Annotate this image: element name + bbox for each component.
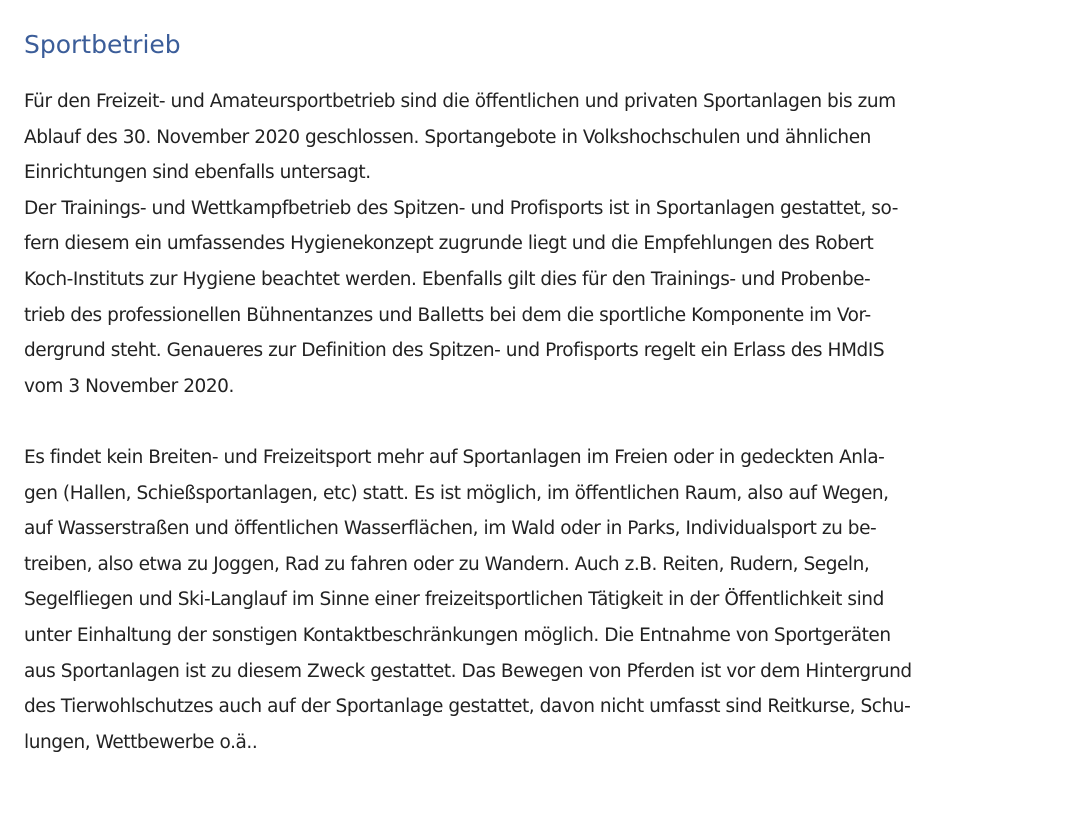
text-line: gen (Hallen, Schießsportanlagen, etc) statt. Es ist möglich, im öffentlichen Raum, also auf Wegen, bbox=[24, 482, 889, 504]
paragraph-outdoor-sport bbox=[24, 440, 1050, 760]
text-line: Koch-Instituts zur Hygiene beachtet werden. Ebenfalls gilt dies für den Trainings- und Probenbe- bbox=[24, 268, 871, 290]
text-line: dergrund steht. Genaueres zur Definition des Spitzen- und Profisports regelt ein Erlass des HMdIS bbox=[24, 340, 885, 362]
text-line: Der Trainings- und Wettkampfbetrieb des Spitzen- und Profisports ist in Sportanlagen gestattet, so- bbox=[24, 197, 898, 219]
text-line: Für den Freizeit- und Amateursportbetrieb sind die öffentlichen und privaten Sportanlagen bis zum bbox=[24, 91, 896, 112]
text-line: trieb des professionellen Bühnentanzes und Balletts bei dem die sportliche Komponente im Vor- bbox=[24, 304, 871, 326]
paragraph-gap bbox=[24, 404, 1050, 440]
text-line: Einrichtungen sind ebenfalls untersagt. bbox=[24, 162, 371, 184]
text-line: auf Wasserstraßen und öffentlichen Wasserflächen, im Wald oder in Parks, Individualsport zu be- bbox=[24, 518, 877, 540]
text-line: vom 3 November 2020. bbox=[24, 375, 234, 397]
text-line: Ablauf des 30. November 2020 geschlossen. Sportangebote in Volkshochschulen und ähnlichen bbox=[24, 126, 871, 148]
text-line: Es findet kein Breiten- und Freizeitsport mehr auf Sportanlagen im Freien oder in gedeckten Anla- bbox=[24, 446, 885, 468]
text-line: lungen, Wettbewerbe o.ä.. bbox=[24, 731, 258, 753]
text-line: aus Sportanlagen ist zu diesem Zweck gestattet. Das Bewegen von Pferden ist vor dem Hintergrund bbox=[24, 660, 912, 682]
paragraph-sport-closure bbox=[24, 84, 1050, 404]
section-heading: Sportbetrieb bbox=[24, 30, 181, 59]
text-line: des Tierwohlschutzes auch auf der Sportanlage gestattet, davon nicht umfasst sind Reitkurse, Schu- bbox=[24, 696, 911, 718]
text-line: fern diesem ein umfassendes Hygienekonzept zugrunde liegt und die Empfehlungen des Robert bbox=[24, 233, 874, 255]
text-line: Segelfliegen und Ski-Langlauf im Sinne einer freizeitsportlichen Tätigkeit in der Öffentlichkeit sind bbox=[24, 589, 884, 611]
text-line: treiben, also etwa zu Joggen, Rad zu fahren oder zu Wandern. Auch z.B. Reiten, Rudern, Segeln, bbox=[24, 553, 870, 575]
text-line: unter Einhaltung der sonstigen Kontaktbeschränkungen möglich. Die Entnahme von Sportgeräten bbox=[24, 624, 891, 646]
